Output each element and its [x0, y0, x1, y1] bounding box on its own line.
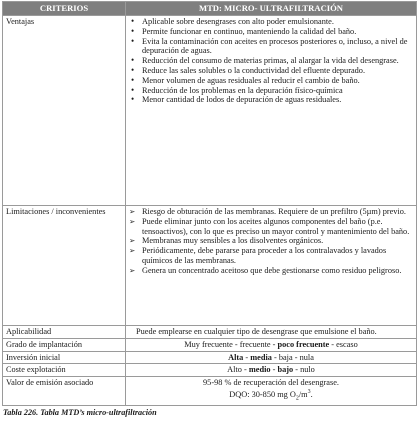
grado-option-2: frecuente — [239, 339, 271, 349]
ventajas-item: • Evita la contaminación con aceites en procesos posteriores o, incluso, a nivel de depuración de aguas. — [129, 37, 413, 57]
label-grado: Grado de implantación — [3, 338, 126, 351]
header-mtd: MTD: MICRO- ULTRAFILTRACIÓN — [126, 2, 417, 16]
label-aplicabilidad: Aplicabilidad — [3, 326, 126, 339]
coste-option-2-selected: medio — [248, 365, 271, 375]
coste-separator: - — [293, 365, 301, 375]
grado-separator: - — [270, 339, 278, 349]
limitaciones-item: ➢ Periódicamente, debe pararse para proceder a los contralavados y lavados químicos de las membranas. — [129, 246, 413, 266]
table-caption: Tabla 226. Tabla MTD’s micro-ultrafiltración — [3, 408, 157, 417]
grado-option-4: escaso — [336, 339, 358, 349]
row-limitaciones — [3, 206, 417, 326]
inversion-separator: - — [271, 352, 279, 362]
emision-end: . — [310, 389, 313, 399]
row-grado — [3, 338, 417, 351]
emision-unit: /m — [298, 389, 308, 399]
header-criteria: CRITERIOS — [3, 2, 126, 16]
inversion-option-1-selected: Alta — [228, 352, 244, 362]
inversion-separator: - — [243, 352, 251, 362]
coste-option-4: nulo — [300, 365, 315, 375]
ventajas-item: • Menor volumen de aguas residuales al reducir el cambio de baño. — [129, 76, 413, 86]
grado-option-3-selected: poco frecuente — [277, 339, 330, 349]
label-limitaciones: Limitaciones / inconvenientes — [3, 206, 126, 326]
limitaciones-item: ➢ Riesgo de obturación de las membranas. Requiere de un prefiltro (5µm) previo. — [129, 207, 413, 217]
label-ventajas: Ventajas — [3, 16, 126, 206]
ventajas-item: • Aplicable sobre desengrases con alto poder emulsionante. — [129, 17, 413, 27]
emision-superscript: 3 — [307, 388, 311, 395]
row-inversion — [3, 351, 417, 364]
ventajas-item: • Menor cantidad de lodos de depuración de aguas residuales. — [129, 95, 413, 105]
limitaciones-list — [129, 207, 413, 276]
coste-option-3-selected: bajo — [277, 365, 294, 375]
emision-dqo: DQO: 30-850 mg O — [229, 389, 296, 399]
emision-subscript: 2 — [295, 395, 299, 402]
value-grado — [126, 338, 417, 351]
cell-ventajas — [126, 16, 417, 206]
coste-separator: - — [270, 365, 278, 375]
value-inversion — [126, 351, 417, 364]
coste-option-1: Alto — [227, 365, 242, 375]
coste-separator: - — [241, 365, 249, 375]
ventajas-list — [129, 17, 413, 105]
row-coste — [3, 364, 417, 377]
label-inversion: Inversión inicial — [3, 351, 126, 364]
row-emision — [3, 377, 417, 406]
ventajas-item: • Reducción de los problemas en la depuración físico-química — [129, 86, 413, 96]
table-header-row — [3, 2, 417, 16]
value-emision — [126, 377, 417, 406]
value-coste — [126, 364, 417, 377]
inversion-option-2-selected: media — [250, 352, 272, 362]
label-emision: Valor de emisión asociado — [3, 377, 126, 406]
emision-line-2 — [129, 388, 413, 404]
ventajas-item: • Permite funcionar en continuo, manteniendo la calidad del baño. — [129, 27, 413, 37]
value-aplicabilidad — [126, 326, 417, 339]
ventajas-item: • Reducción del consumo de materias primas, al alargar la vida del desengrase. — [129, 56, 413, 66]
row-aplicabilidad — [3, 326, 417, 339]
limitaciones-item: ➢ Genera un concentrado aceitoso que debe gestionarse como residuo peligroso. — [129, 266, 413, 276]
limitaciones-item: ➢ Membranas muy sensibles a los disolventes orgánicos. — [129, 236, 413, 246]
mtd-table — [2, 1, 417, 406]
grado-separator: - — [232, 339, 240, 349]
label-coste: Coste explotación — [3, 364, 126, 377]
ventajas-item: • Reduce las sales solubles o la conductividad del efluente depurado. — [129, 66, 413, 76]
grado-separator: - — [329, 339, 337, 349]
emision-line-1: 95-98 % de recuperación del desengrase. — [203, 378, 339, 388]
inversion-option-4: nula — [299, 352, 314, 362]
cell-limitaciones — [126, 206, 417, 326]
inversion-separator: - — [292, 352, 300, 362]
aplicabilidad-text: Puede emplearse en cualquier tipo de desengrase que emulsione el baño. — [136, 327, 377, 336]
inversion-option-3: baja — [278, 352, 293, 362]
grado-option-1: Muy frecuente — [184, 339, 233, 349]
limitaciones-item: ➢ Puede eliminar junto con los aceites algunos componentes del baño (p.e. tensoactivos), con lo que es preciso un mayor control y mantenimiento del baño. — [129, 217, 413, 237]
row-ventajas — [3, 16, 417, 206]
